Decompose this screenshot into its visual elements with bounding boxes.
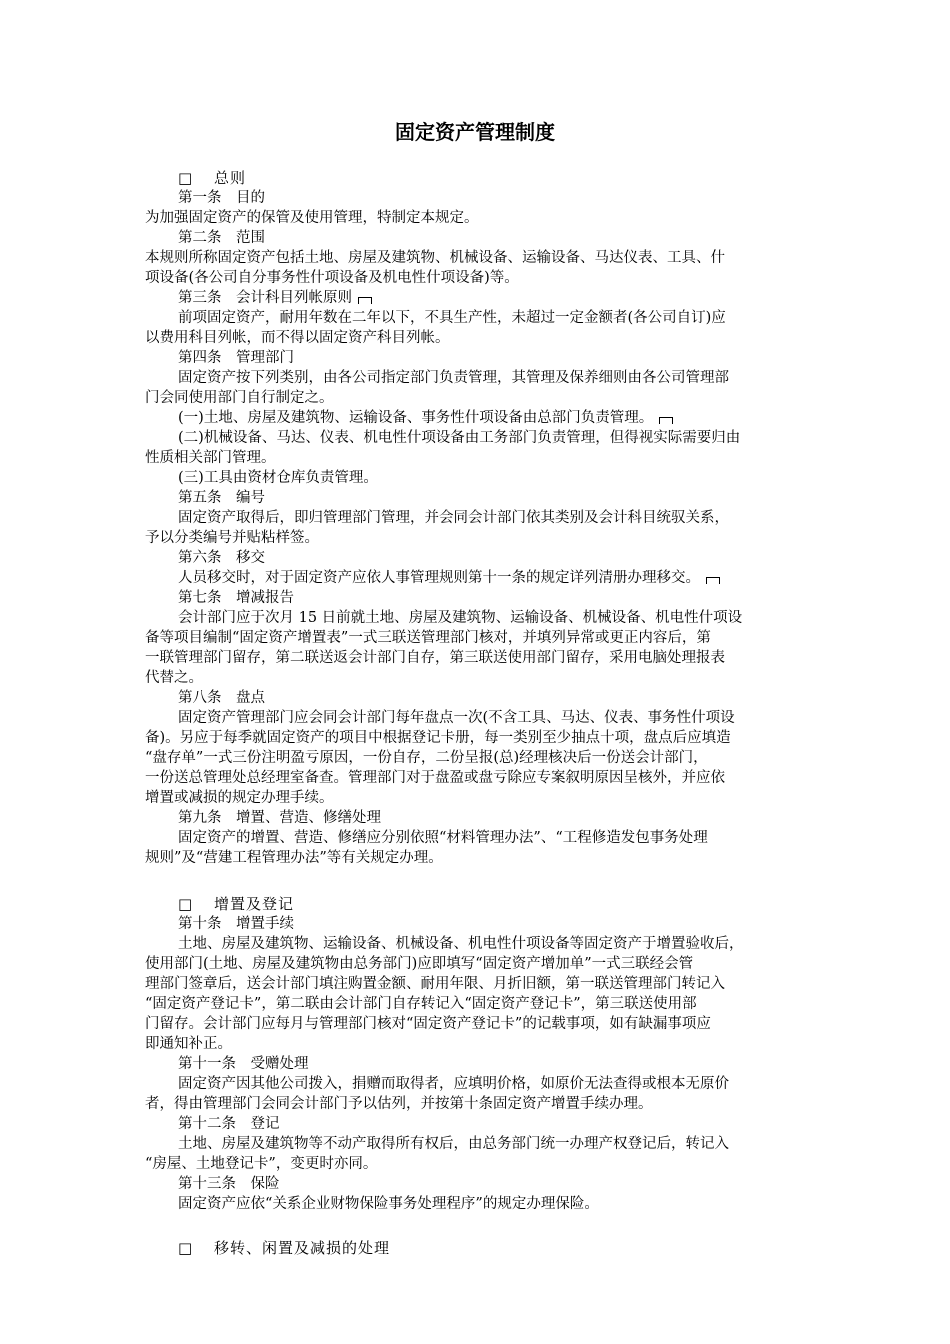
- list-item: (二)机械设备、马达、仪表、机电性什项设备由工务部门负责管理，但得视实际需要归由: [178, 430, 741, 446]
- article-title: 第九条 增置、营造、修缮处理: [178, 810, 381, 826]
- section-heading: [145, 894, 809, 914]
- section-spacer: [145, 1214, 809, 1238]
- paragraph-line: “盘存单”一式三份注明盈亏原因，一份自存，二份呈报(总)经理核决后一份送会计部门，: [145, 750, 708, 766]
- article-title: 第四条 管理部门: [178, 350, 294, 366]
- section-title: 移转、闲置及减损的处理: [214, 1239, 391, 1257]
- paragraph-line: 土地、房屋及建筑物等不动产取得所有权后，由总务部门统一办理产权登记后，转记入: [178, 1136, 729, 1152]
- paragraph-line: 以费用科目列帐，而不得以固定资产科目列帐。: [145, 330, 450, 346]
- article-title: 第二条 范围: [178, 230, 265, 246]
- paragraph-line: 固定资产管理部门应会同会计部门每年盘点一次(不含工具、马达、仪表、事务性什项设: [178, 710, 735, 726]
- checkbox-icon: □: [178, 169, 194, 187]
- paragraph-line: 代替之。: [145, 670, 203, 686]
- section-heading: [145, 1238, 809, 1258]
- paragraph-line: 门会同使用部门自行制定之。: [145, 390, 334, 406]
- list-item: (一)土地、房屋及建筑物、运输设备、事务性什项设备由总部门负责管理。: [145, 408, 809, 428]
- paragraph-line: 固定资产按下列类别，由各公司指定部门负责管理，其管理及保养细则由各公司管理部: [178, 370, 729, 386]
- paragraph-line: 为加强固定资产的保管及使用管理，特制定本规定。: [145, 210, 479, 226]
- section-title: 总则: [214, 169, 247, 187]
- article-title: 第五条 编号: [178, 490, 265, 506]
- paragraph-line: 本规则所称固定资产包括土地、房屋及建筑物、机械设备、运输设备、马达仪表、工具、什: [145, 250, 725, 266]
- article-title: 第十二条 登记: [178, 1116, 280, 1132]
- paragraph-line: 理部门签章后，送会计部门填注购置金额、耐用年限、月折旧额，第一联送管理部门转记入: [145, 976, 725, 992]
- paragraph-line: “房屋、土地登记卡”，变更时亦同。: [145, 1156, 378, 1172]
- paragraph-line: 一联管理部门留存，第二联送返会计部门自存，第三联送使用部门留存，采用电脑处理报表: [145, 650, 725, 666]
- section-title: 增置及登记: [214, 895, 295, 913]
- paragraph-line: 前项固定资产，耐用年数在二年以下，不具生产性，未超过一定金额者(各公司自订)应: [178, 310, 726, 326]
- paragraph-line: 固定资产的增置、营造、修缮应分别依照“材料管理办法”、“工程修造发包事务处理: [178, 830, 708, 846]
- paragraph-line: 性质相关部门管理。: [145, 450, 276, 466]
- revision-mark-icon: [706, 577, 720, 584]
- paragraph-line: 固定资产取得后，即归管理部门管理，并会同会计部门依其类别及会计科目统驭关系，: [178, 510, 729, 526]
- article-title: 第八条 盘点: [178, 690, 265, 706]
- paragraph-line: 一份送总管理处总经理室备查。管理部门对于盘盈或盘亏除应专案叙明原因呈核外，并应依: [145, 770, 725, 786]
- checkbox-icon: □: [178, 895, 194, 913]
- revision-mark-icon: [659, 417, 673, 424]
- section-heading: [145, 168, 809, 188]
- document-body: [145, 168, 809, 1258]
- document-title: 固定资产管理制度: [395, 120, 555, 144]
- section-spacer: [145, 868, 809, 894]
- article-title: 第七条 增减报告: [178, 590, 294, 606]
- article-title: 第三条 会计科目列帐原则: [145, 288, 809, 308]
- paragraph-line: 会计部门应于次月 15 日前就土地、房屋及建筑物、运输设备、机械设备、机电性什项设: [178, 610, 743, 626]
- checkbox-icon: □: [178, 1239, 194, 1257]
- paragraph-line: 门留存。会计部门应每月与管理部门核对“固定资产登记卡”的记载事项，如有缺漏事项应: [145, 1016, 711, 1032]
- paragraph-line: 备)。另应于每季就固定资产的项目中根据登记卡册，每一类别至少抽点十项，盘点后应填造: [145, 730, 731, 746]
- paragraph-line: 土地、房屋及建筑物、运输设备、机械设备、机电性什项设备等固定资产于增置验收后，: [178, 936, 744, 952]
- revision-mark-icon: [358, 297, 372, 304]
- paragraph-line: 使用部门(土地、房屋及建筑物由总务部门)应即填写“固定资产增加单”一式三联经会管: [145, 956, 694, 972]
- paragraph-line: 予以分类编号并贴粘样签。: [145, 530, 319, 546]
- paragraph-line: 规则”及“营建工程管理办法”等有关规定办理。: [145, 850, 443, 866]
- article-title: 第十一条 受赠处理: [178, 1056, 309, 1072]
- paragraph-line: 增置或减损的规定办理手续。: [145, 790, 334, 806]
- article-title: 第十条 增置手续: [178, 916, 294, 932]
- article-title: 第一条 目的: [178, 190, 265, 206]
- list-item: (三)工具由资材仓库负责管理。: [178, 470, 378, 486]
- paragraph-line: 备等项目编制“固定资产增置表”一式三联送管理部门核对，并填列异常或更正内容后，第: [145, 630, 711, 646]
- article-title: 第十三条 保险: [178, 1176, 280, 1192]
- paragraph-line: 人员移交时，对于固定资产应依人事管理规则第十一条的规定详列清册办理移交。: [145, 568, 809, 588]
- paragraph-line: “固定资产登记卡”，第二联由会计部门自存转记入“固定资产登记卡”，第三联送使用部: [145, 996, 697, 1012]
- paragraph-line: 固定资产应依“关系企业财物保险事务处理程序”的规定办理保险。: [178, 1196, 599, 1212]
- article-title: 第六条 移交: [178, 550, 265, 566]
- paragraph-line: 项设备(各公司自分事务性什项设备及机电性什项设备)等。: [145, 270, 519, 286]
- paragraph-line: 固定资产因其他公司拨入，捐赠而取得者，应填明价格，如原价无法查得或根本无原价: [178, 1076, 729, 1092]
- paragraph-line: 者，得由管理部门会同会计部门予以估列，并按第十条固定资产增置手续办理。: [145, 1096, 653, 1112]
- paragraph-line: 即通知补正。: [145, 1036, 232, 1052]
